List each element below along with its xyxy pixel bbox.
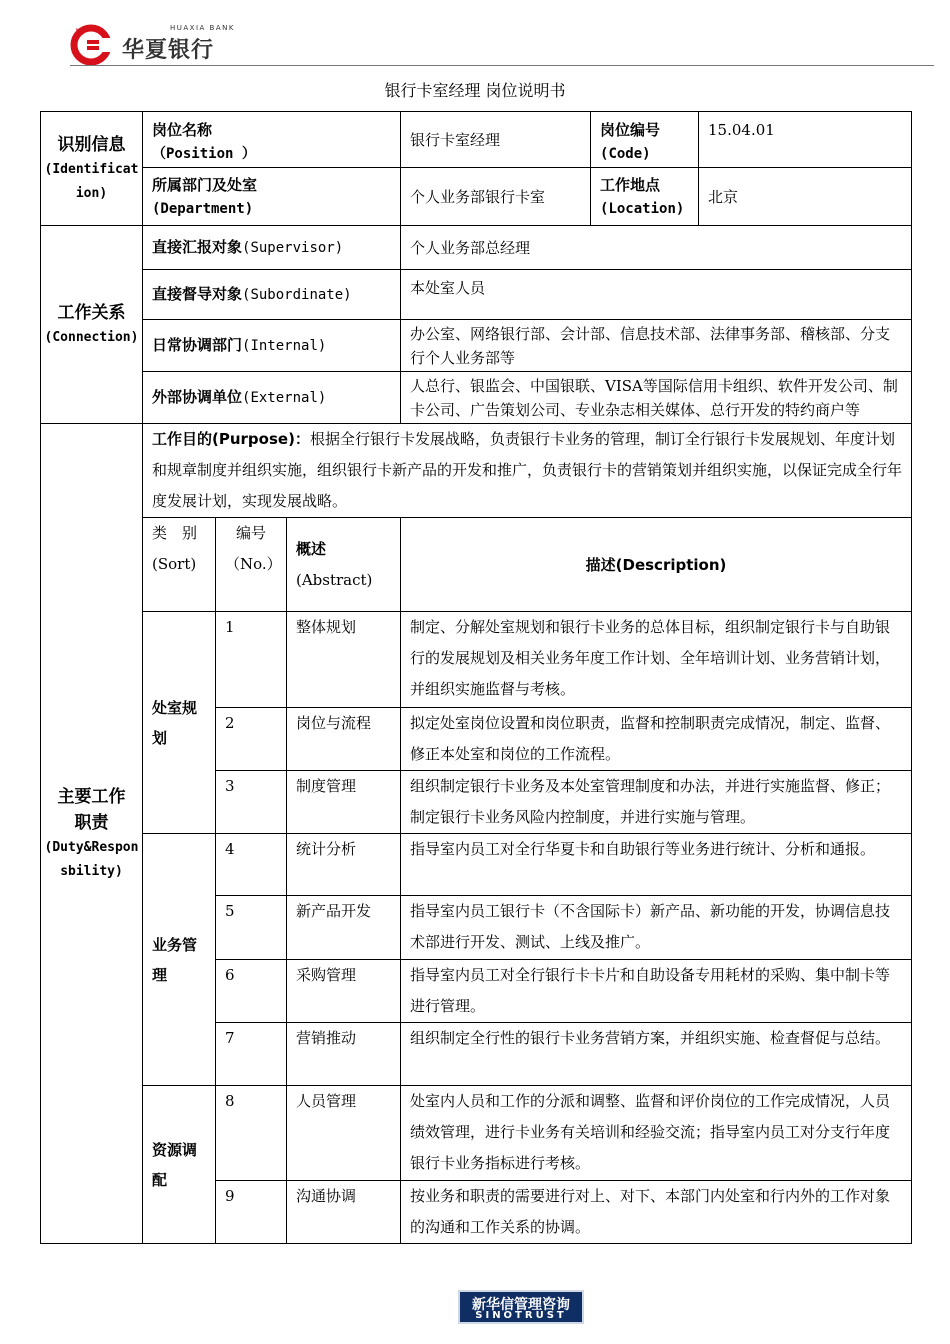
item-description: 处室内人员和工作的分派和调整、监督和评价岗位的工作完成情况，人员绩效管理，进行卡业务有关培训和经验交流；指导室内员工对分支行年度银行卡业务指标进行考核。: [401, 1086, 912, 1181]
item-description: 制定、分解处室规划和银行卡业务的总体目标，组织制定银行卡与自助银行的发展规划及相关业务年度工作计划、全年培训计划、业务营销计划，并组织实施监督与考核。: [401, 612, 912, 708]
no-header: 编号 （No.）: [216, 518, 287, 612]
abstract-header: 概述 (Abstract): [287, 518, 401, 612]
item-no: 2: [216, 708, 287, 771]
item-description: 按业务和职责的需要进行对上、对下、本部门内处室和行内外的工作对象的沟通和工作关系的协调。: [401, 1181, 912, 1244]
huaxia-bank-logo-icon: [70, 24, 112, 66]
item-description: 组织制定全行性的银行卡业务营销方案，并组织实施、检查督促与总结。: [401, 1023, 912, 1086]
item-no: 7: [216, 1023, 287, 1086]
description-header: 描述(Description): [401, 518, 912, 612]
item-abstract: 制度管理: [287, 771, 401, 834]
external-value: 人总行、银监会、中国银联、VISA等国际信用卡组织、软件开发公司、制卡公司、广告策划公司、专业杂志相关媒体、总行开发的特约商户等: [401, 372, 912, 424]
item-description: 组织制定银行卡业务及本处室管理制度和办法，并进行实施监督、修正；制定银行卡业务风险内控制度，并进行实施与管理。: [401, 771, 912, 834]
item-no: 3: [216, 771, 287, 834]
identification-section-header: 识别信息 (Identification): [41, 112, 143, 226]
supervisor-label: 直接汇报对象(Supervisor): [143, 226, 401, 270]
item-description: 指导室内员工对全行华夏卡和自助银行等业务进行统计、分析和通报。: [401, 834, 912, 896]
external-label: 外部协调单位(External): [143, 372, 401, 424]
item-no: 9: [216, 1181, 287, 1244]
item-abstract: 沟通协调: [287, 1181, 401, 1244]
internal-label: 日常协调部门(Internal): [143, 320, 401, 372]
code-label: 岗位编号 (Code): [591, 112, 699, 168]
sort-group-planning: 处室规划: [143, 612, 216, 834]
item-abstract: 采购管理: [287, 960, 401, 1023]
item-abstract: 统计分析: [287, 834, 401, 896]
sort-group-resources: 资源调配: [143, 1086, 216, 1244]
internal-value: 办公室、网络银行部、会计部、信息技术部、法律事务部、稽核部、分支行个人业务部等: [401, 320, 912, 372]
relations-section-header: 工作关系 (Connection): [41, 226, 143, 424]
subordinate-value: 本处室人员: [401, 270, 912, 320]
header-divider: [70, 65, 934, 66]
page-header: [0, 0, 950, 70]
item-description: 指导室内员工对全行银行卡卡片和自助设备专用耗材的采购、集中制卡等进行管理。: [401, 960, 912, 1023]
item-abstract: 岗位与流程: [287, 708, 401, 771]
document-title: 银行卡室经理 岗位说明书: [384, 81, 566, 100]
subordinate-label: 直接督导对象(Subordinate): [143, 270, 401, 320]
item-abstract: 整体规划: [287, 612, 401, 708]
department-value: 个人业务部银行卡室: [401, 168, 591, 226]
item-abstract: 新产品开发: [287, 896, 401, 960]
location-label: 工作地点 (Location): [591, 168, 699, 226]
position-value: 银行卡室经理: [401, 112, 591, 168]
sort-header: 类 别 (Sort): [143, 518, 216, 612]
item-description: 拟定处室岗位设置和岗位职责，监督和控制职责完成情况，制定、监督、修正本处室和岗位的工作流程。: [401, 708, 912, 771]
location-value: 北京: [699, 168, 912, 226]
item-no: 4: [216, 834, 287, 896]
supervisor-value: 个人业务部总经理: [401, 226, 912, 270]
code-value: 15.04.01: [699, 112, 912, 168]
department-label: 所属部门及处室 (Department): [143, 168, 401, 226]
position-label: 岗位名称 （Position ）: [143, 112, 401, 168]
duties-section-header: 主要工作职责 (Duty&Responsbility): [41, 424, 143, 1244]
item-no: 8: [216, 1086, 287, 1181]
item-abstract: 人员管理: [287, 1086, 401, 1181]
brand-name-cn: 华夏银行: [122, 38, 215, 63]
sort-group-business: 业务管理: [143, 834, 216, 1086]
item-no: 1: [216, 612, 287, 708]
sinotrust-consulting-logo: 新华信管理咨询 SINOTRUST: [458, 1290, 584, 1324]
item-no: 6: [216, 960, 287, 1023]
item-description: 指导室内员工银行卡（不含国际卡）新产品、新功能的开发，协调信息技术部进行开发、测试、上线及推广。: [401, 896, 912, 960]
job-description-table: [40, 111, 912, 1244]
brand-name-en: HUAXIA BANK: [170, 24, 235, 32]
item-abstract: 营销推动: [287, 1023, 401, 1086]
work-purpose: 工作目的(Purpose)：根据全行银行卡发展战略，负责银行卡业务的管理，制订全行银行卡发展规划、年度计划和规章制度并组织实施，组织银行卡新产品的开发和推广，负责银行卡的营销策划并组织实施，以保证完成全行年度发展计划，实现发展战略。: [143, 424, 912, 518]
item-no: 5: [216, 896, 287, 960]
